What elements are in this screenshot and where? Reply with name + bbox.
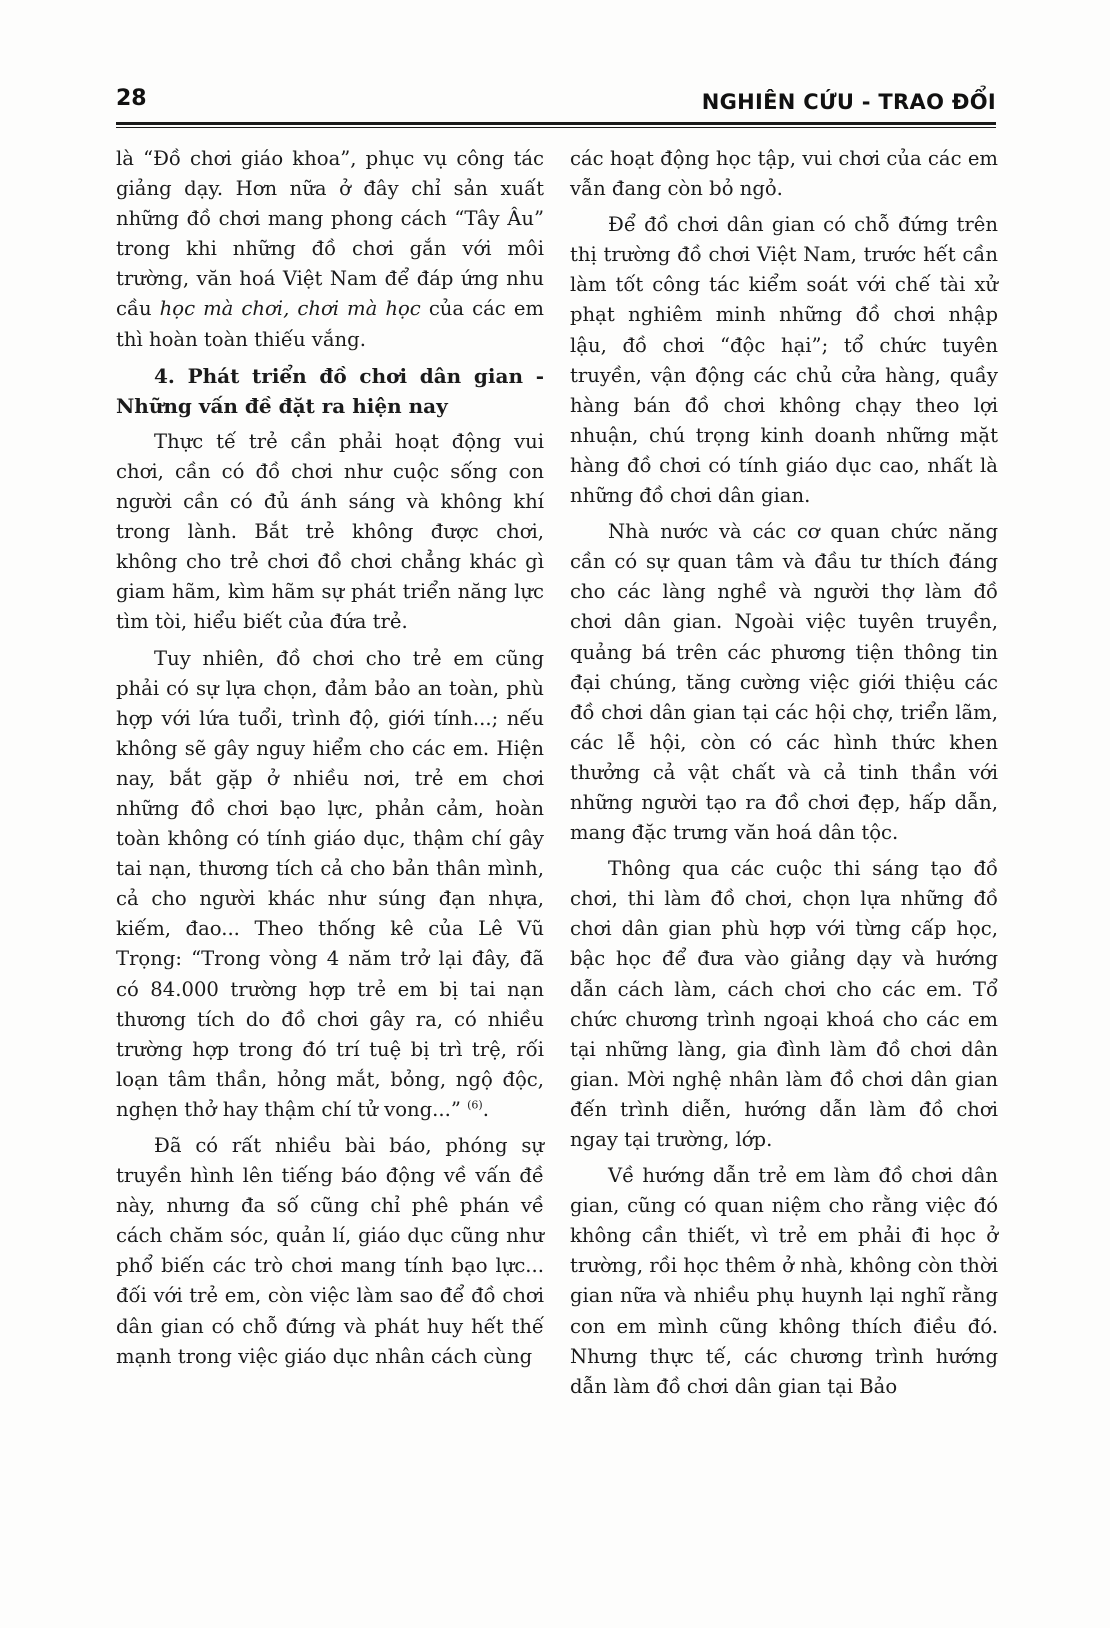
paragraph: Thực tế trẻ cần phải hoạt động vui chơi, cần có đồ chơi như cuộc sống con người cần có đủ ánh sáng và không khí trong lành. Bắt trẻ không được chơi, không cho trẻ chơi đồ chơi chẳng khác gì giam hãm, kìm hãm sự phát triển năng lực tìm tòi, hiểu biết của đứa trẻ. <box>116 429 544 634</box>
paragraph-text: là “Đồ chơi giáo khoa”, phục vụ công tác giảng dạy. Hơn nữa ở đây chỉ sản xuất những đồ chơi mang phong cách “Tây Âu” trong khi những đồ chơi gắn với môi trường, văn hoá Việt Nam để đáp ứng nhu cầu <box>116 147 544 321</box>
paragraph <box>116 144 544 355</box>
header-rule-thick <box>116 122 996 125</box>
paragraph-end: . <box>482 1097 489 1121</box>
header-rule-thin <box>116 127 996 128</box>
page-number: 28 <box>116 86 147 111</box>
emphasis-text: học mà chơi, chơi mà học <box>159 297 421 321</box>
footnote-ref: (6) <box>467 1098 483 1112</box>
left-column <box>116 144 544 1378</box>
paragraph <box>116 644 544 1126</box>
paragraph: các hoạt động học tập, vui chơi của các em vẫn đang còn bỏ ngỏ. <box>570 147 998 201</box>
section-heading: 4. Phát triển đồ chơi dân gian - Những vấn đề đặt ra hiện nay <box>116 363 544 418</box>
section-title: NGHIÊN CỨU - TRAO ĐỔI <box>701 90 996 114</box>
paragraph: Thông qua các cuộc thi sáng tạo đồ chơi, thi làm đồ chơi, chọn lựa những đồ chơi dân gian phù hợp với từng cấp học, bậc học để đưa vào giảng dạy và hướng dẫn cách làm, cách chơi cho các em. Tổ chức chương trình ngoại khoá cho các em tại những làng, gia đình làm đồ chơi dân gian. Mời nghệ nhân làm đồ chơi dân gian đến trình diễn, hướng dẫn làm đồ chơi ngay tại trường, lớp. <box>570 857 998 1151</box>
paragraph-text: của các em thì hoàn toàn thiếu vắng. <box>116 297 545 351</box>
paragraph: Đã có rất nhiều bài báo, phóng sự truyền hình lên tiếng báo động về vấn đề này, nhưng đa số cũng chỉ phê phán về cách chăm sóc, quản lí, giáo dục cũng như phổ biến các trò chơi mang tính bạo lực... đối với trẻ em, còn việc làm sao để đồ chơi dân gian có chỗ đứng và phát huy hết thế mạnh trong việc giáo dục nhân cách cùng <box>116 1134 544 1368</box>
paragraph-text: Tuy nhiên, đồ chơi cho trẻ em cũng phải có sự lựa chọn, đảm bảo an toàn, phù hợp với lứa tuổi, trình độ, giới tính...; nếu không sẽ gây nguy hiểm cho các em. Hiện nay, bắt gặp ở nhiều nơi, trẻ em chơi những đồ chơi bạo lực, phản cảm, hoàn toàn không có tính giáo dục, thậm chí gây tai nạn, thương tích cả cho bản thân mình, cả cho người khác như súng đạn nhựa, kiếm, đao... Theo thống kê của Lê Vũ Trọng: “Trong vòng 4 năm trở lại đây, đã có 84.000 trường hợp trẻ em bị tai nạn thương tích do đồ chơi gây ra, có nhiều trường hợp trong đó trí tuệ bị trì trệ, rối loạn tâm thần, hỏng mắt, bỏng, ngộ độc, nghẹn thở hay thậm chí tử vong...” <box>116 646 544 1121</box>
paragraph: Nhà nước và các cơ quan chức năng cần có sự quan tâm và đầu tư thích đáng cho các làng nghề và người thợ làm đồ chơi dân gian. Ngoài việc tuyên truyền, quảng bá trên các phương tiện thông tin đại chúng, tăng cường việc giới thiệu các đồ chơi dân gian tại các hội chợ, triển lãm, các lễ hội, còn có các hình thức khen thưởng cả vật chất và cả tinh thần với những người tạo ra đồ chơi đẹp, hấp dẫn, mang đặc trưng văn hoá dân tộc. <box>570 520 998 845</box>
paragraph: Để đồ chơi dân gian có chỗ đứng trên thị trường đồ chơi Việt Nam, trước hết cần làm tốt công tác kiểm soát với chế tài xử phạt nghiêm minh những đồ chơi nhập lậu, đồ chơi “độc hại”; tổ chức tuyên truyền, vận động các chủ cửa hàng, quầy hàng bán đồ chơi không chạy theo lợi nhuận, chú trọng kinh doanh những mặt hàng đồ chơi có tính giáo dục cao, nhất là những đồ chơi dân gian. <box>570 213 998 508</box>
right-column <box>570 144 998 1408</box>
paragraph: Về hướng dẫn trẻ em làm đồ chơi dân gian, cũng có quan niệm cho rằng việc đó không cần thiết, vì trẻ em phải đi học ở trường, rồi học thêm ở nhà, không còn thời gian nữa và nhiều phụ huynh lại nghĩ rằng con em mình cũng không thích điều đó. Nhưng thực tế, các chương trình hướng dẫn làm đồ chơi dân gian tại Bảo <box>570 1164 998 1398</box>
page-header <box>116 86 996 120</box>
